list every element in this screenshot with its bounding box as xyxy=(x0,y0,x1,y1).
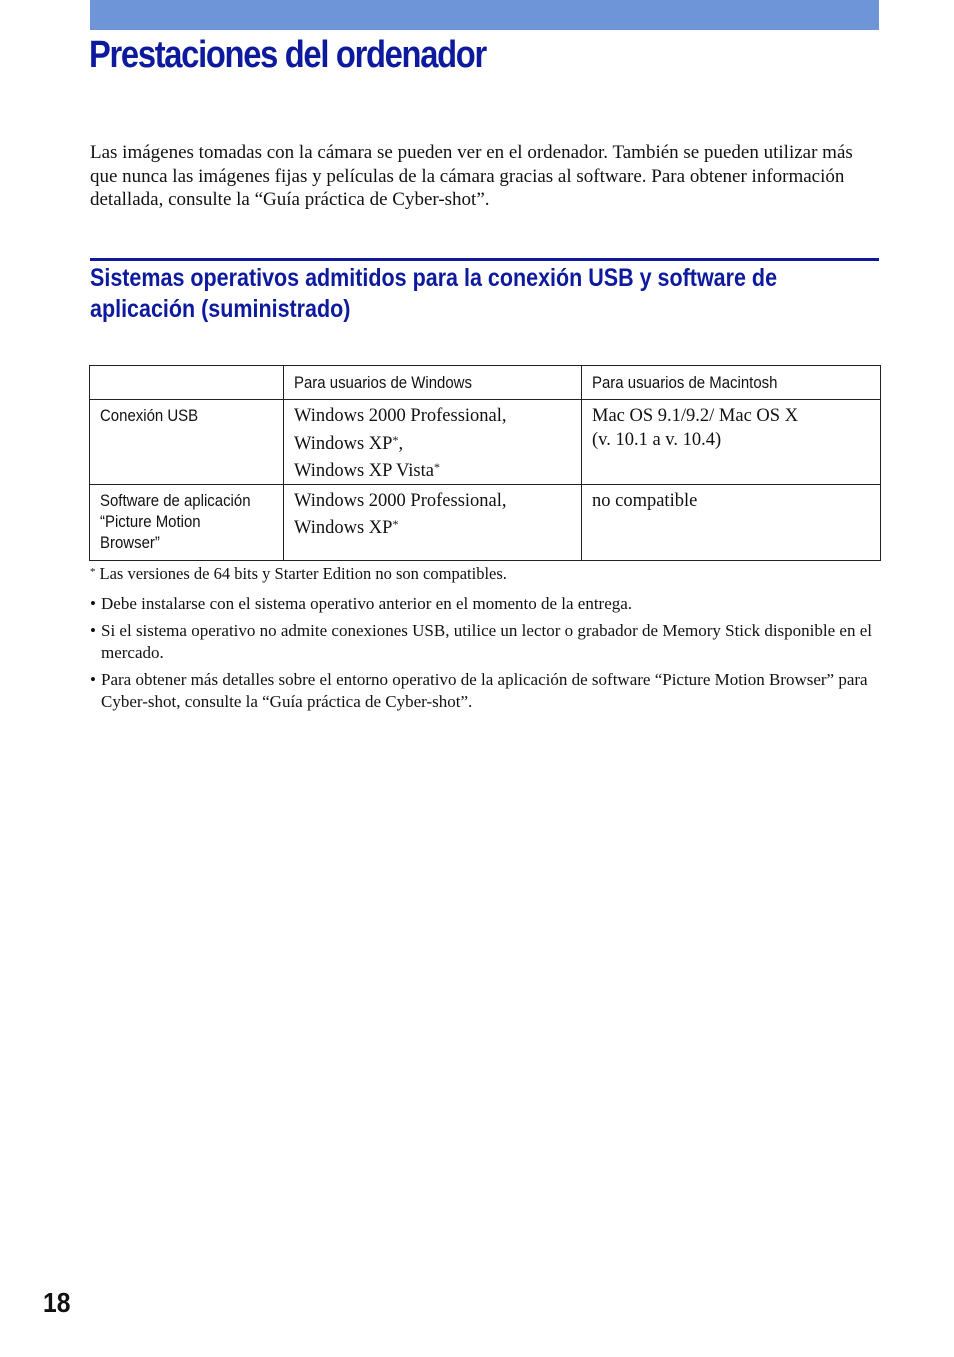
list-item: • Debe instalarse con el sistema operativo anterior en el momento de la entrega. xyxy=(90,593,880,615)
header-bar xyxy=(90,0,879,30)
footnote-text: Las versiones de 64 bits y Starter Edition no son compatibles. xyxy=(99,564,507,583)
intro-paragraph: Las imágenes tomadas con la cámara se pueden ver en el ordenador. También se pueden utilizar más que nunca las imágenes fijas y películas de la cámara gracias al software. Para obtener información detallada, consulte la “Guía práctica de Cyber-shot”. xyxy=(90,142,853,210)
mac-cell: Mac OS 9.1/9.2/ Mac OS X (v. 10.1 a v. 10.4) xyxy=(582,400,881,485)
table-row xyxy=(90,400,881,485)
list-item: • Para obtener más detalles sobre el entorno operativo de la aplicación de software “Picture Motion Browser” para Cyber-shot, consulte la “Guía práctica de Cyber-shot”. xyxy=(90,669,880,713)
windows-cell: Windows 2000 Professional, Windows XP*, Windows XP Vista* xyxy=(284,400,582,485)
table-header-row xyxy=(90,366,881,400)
page-number: 18 xyxy=(43,1287,71,1318)
row-label-cell: Conexión USB xyxy=(90,400,284,485)
section-divider xyxy=(90,258,879,261)
footnote xyxy=(90,562,880,584)
page-title: Prestaciones del ordenador xyxy=(89,34,486,76)
table-header-cell: Para usuarios de Macintosh xyxy=(582,366,881,400)
notes-list xyxy=(90,593,880,718)
table-row xyxy=(90,484,881,560)
list-item: • Si el sistema operativo no admite conexiones USB, utilice un lector o grabador de Memory Stick disponible en el mercado. xyxy=(90,620,880,664)
mac-cell: no compatible xyxy=(582,484,881,560)
windows-cell: Windows 2000 Professional, Windows XP* xyxy=(284,484,582,560)
row-label-cell: Software de aplicación “Picture Motion Browser” xyxy=(90,484,284,560)
table-header-cell: Para usuarios de Windows xyxy=(284,366,582,400)
os-support-table xyxy=(89,365,881,561)
footnote-marker: * xyxy=(90,566,96,578)
section-title: Sistemas operativos admitidos para la conexión USB y software de aplicación (suministrado) xyxy=(90,264,778,323)
table-header-cell xyxy=(90,366,284,400)
